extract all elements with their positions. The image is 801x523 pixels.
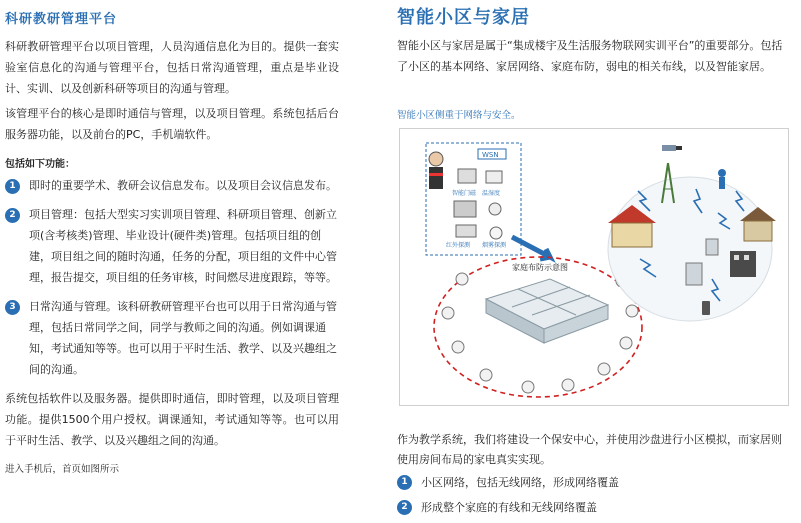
mobile-note: 进入手机后，首页如图所示 bbox=[5, 464, 120, 475]
building-icon bbox=[730, 251, 756, 277]
wsn-label: WSN bbox=[482, 151, 499, 159]
sensor-label: 红外探测 bbox=[446, 242, 471, 249]
burglar-icon bbox=[429, 152, 443, 189]
section-title-research-platform: 科研教研管理平台 bbox=[5, 12, 118, 27]
section-title-smart-home: 智能小区与家居 bbox=[397, 7, 530, 28]
number-badge: 2 bbox=[5, 208, 20, 223]
teaching-paragraph: 作为教学系统，我们将建设一个保安中心，并使用沙盘进行小区模拟，而家居则使用房间布局的家电真实实现。 bbox=[397, 433, 782, 466]
number-badge: 1 bbox=[5, 179, 20, 194]
feature-item bbox=[5, 204, 339, 288]
feature-list bbox=[5, 175, 339, 380]
feature-item bbox=[5, 296, 339, 380]
smart-home-intro: 智能小区与家居是属于“集成楼宇及生活服务物联网实训平台”的重要部分。包括了小区的基本网络、家居网络、家庭布防，弱电的相关布线，以及智能家居。 bbox=[397, 39, 783, 73]
sensor-label: 温湿度 bbox=[482, 190, 501, 197]
diagram-svg bbox=[400, 129, 788, 405]
smart-community-diagram bbox=[399, 128, 789, 406]
right-column bbox=[390, 0, 801, 523]
intro-paragraph: 科研教研管理平台以项目管理，人员沟通信息化为目的。提供一套实验室信息化的沟通与管理平台，包括日常沟通管理，重点是毕业设计、实训、以及创新科研等项目的沟通与管理。 bbox=[5, 40, 339, 95]
sensor-label: 烟雾探测 bbox=[482, 242, 507, 249]
feature-item-text: 日常沟通与管理。该科研教研管理平台也可以用于日常沟通与管理，包括日常同学之间，同学与教师之间的沟通。例如调课通知，考试通知等等。也可以用于平时生活、教学、以及兴趣组之间的沟通。 bbox=[29, 300, 337, 376]
feature-item bbox=[5, 175, 339, 196]
system-paragraph: 系统包括软件以及服务器。提供即时通信，即时管理，以及项目管理功能。提供1500个用户授权。调课通知，考试通知等等。也可以用于平时生活、教学、以及兴趣组之间的沟通。 bbox=[5, 392, 339, 447]
sensor-label: 智能门磁 bbox=[452, 190, 477, 197]
network-item bbox=[397, 499, 619, 516]
phone-icon bbox=[702, 301, 710, 315]
number-badge: 3 bbox=[5, 300, 20, 315]
person-icon bbox=[718, 169, 726, 189]
number-badge: 1 bbox=[397, 475, 412, 490]
number-badge: 2 bbox=[397, 500, 412, 515]
network-cloud bbox=[608, 177, 772, 321]
features-heading: 包括如下功能： bbox=[5, 159, 75, 170]
network-item-text: 形成整个家庭的有线和无线网络覆盖 bbox=[421, 501, 597, 514]
home-diagram-label: 家庭布防示意图 bbox=[512, 263, 568, 272]
core-paragraph: 该管理平台的核心是即时通信与管理，以及项目管理。系统包括后台服务器功能，以及前台的PC，手机端软件。 bbox=[5, 107, 339, 141]
network-item-text: 小区网络，包括无线网络，形成网络覆盖 bbox=[421, 476, 619, 489]
feature-item-text: 项目管理：包括大型实习实训项目管理、科研项目管理、创新立项(含考核类)管理、毕业设计(硬件类)管理。包括项目组的创建，项目组之间的随时沟通，任务的分配，项目组的文件中心管理，报告提交，项目组的任务审核，时间燃尽进度跟踪，等等。 bbox=[29, 208, 337, 284]
floor-plan bbox=[486, 279, 608, 343]
network-item bbox=[397, 474, 619, 491]
feature-item-text: 即时的重要学术、教研会议信息发布。以及项目会议信息发布。 bbox=[29, 179, 337, 192]
network-list bbox=[397, 474, 619, 523]
diagram-caption: 智能小区侧重于网络与安全。 bbox=[397, 110, 521, 121]
satellite-icon bbox=[662, 145, 682, 151]
left-column bbox=[0, 0, 345, 523]
